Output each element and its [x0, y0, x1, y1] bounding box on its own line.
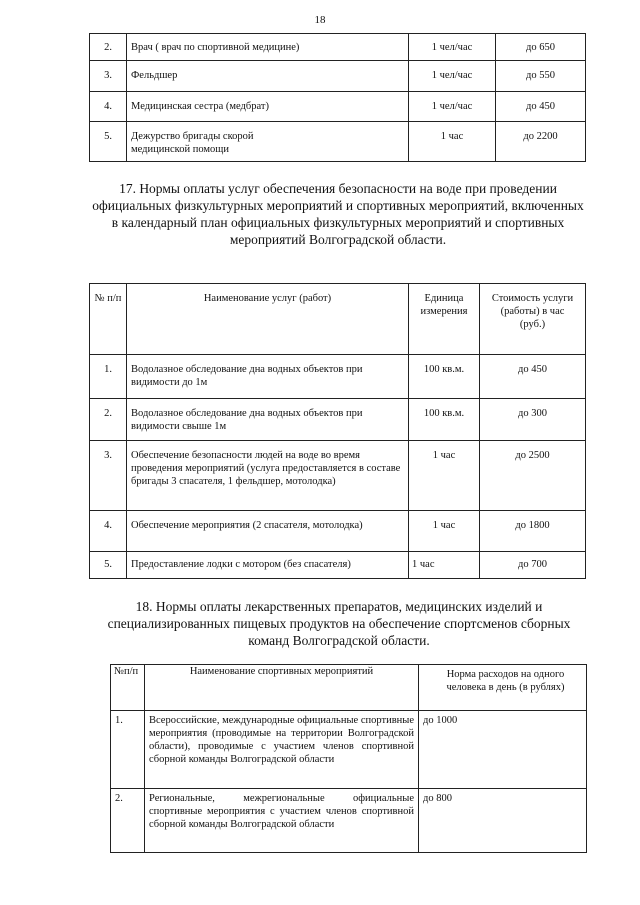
row-service-name: Обеспечение безопасности людей на воде во время проведения мероприятий (услуга предоставляется в составе бригады 3 спасателя, 1 фельдшер, мотолодка): [127, 441, 409, 511]
row-number: 1.: [111, 711, 145, 789]
row-number: 4.: [90, 92, 127, 122]
row-unit: 1 час: [409, 122, 496, 162]
row-price: до 300: [480, 399, 586, 441]
table-medical-supplies: [110, 664, 587, 853]
table-row: [111, 789, 587, 853]
row-number: 2.: [111, 789, 145, 853]
row-price: до 450: [496, 92, 586, 122]
header-number: №п/п: [111, 665, 145, 711]
table-row: [90, 552, 586, 579]
row-number: 3.: [90, 61, 127, 92]
row-event-name: Региональные, межрегиональные официальные спортивные мероприятия с участием членов спортивной сборной команды Волгоградской области: [145, 789, 419, 853]
table-row: [90, 61, 586, 92]
table-water-safety: [89, 283, 586, 579]
row-number: 3.: [90, 441, 127, 511]
table-row: [90, 34, 586, 61]
table-row: [90, 122, 586, 162]
row-service-name: Водолазное обследование дна водных объектов при видимости до 1м: [127, 355, 409, 399]
row-unit: 1 час: [409, 441, 480, 511]
row-unit: 100 кв.м.: [409, 355, 480, 399]
section-18-title: 18. Нормы оплаты лекарственных препаратов, медицинских изделий и специализированных пищевых продуктов на обеспечение спортсменов сборных команд Волгоградской области.: [107, 599, 571, 648]
header-service-name: Наименование услуг (работ): [127, 284, 409, 355]
table-row: [111, 711, 587, 789]
row-norm: до 1000: [419, 711, 587, 789]
table-row: [90, 441, 586, 511]
row-number: 5.: [90, 552, 127, 579]
table-header-row: [111, 665, 587, 711]
header-price: Стоимость услуги (работы) в час (руб.): [480, 284, 586, 355]
row-service-name: Врач ( врач по спортивной медицине): [127, 34, 409, 61]
row-number: 2.: [90, 399, 127, 441]
row-unit: 100 кв.м.: [409, 399, 480, 441]
row-service-name: Дежурство бригады скорой медицинской помощи: [127, 122, 409, 162]
table-row: [90, 355, 586, 399]
row-price: до 550: [496, 61, 586, 92]
table-row: [90, 511, 586, 552]
row-service-name: Предоставление лодки с мотором (без спасателя): [127, 552, 409, 579]
row-event-name: Всероссийские, международные официальные спортивные мероприятия (проводимые на территории Волгоградской области), проводимые с участием членов спортивной сборной команды Волгоградской области: [145, 711, 419, 789]
page-number: 18: [314, 14, 326, 26]
row-norm: до 800: [419, 789, 587, 853]
table-header-row: [90, 284, 586, 355]
row-number: 1.: [90, 355, 127, 399]
header-number: № п/п: [90, 284, 127, 355]
table-row: [90, 92, 586, 122]
row-service-name: Водолазное обследование дна водных объектов при видимости свыше 1м: [127, 399, 409, 441]
header-event-name: Наименование спортивных мероприятий: [145, 665, 419, 711]
row-number: 2.: [90, 34, 127, 61]
section-17-title: 17. Нормы оплаты услуг обеспечения безопасности на воде при проведении официальных физкультурных мероприятий и спортивных мероприятий, включенных в календарный план официальных физкультурных мероприятий и спортивных мероприятий Волгоградской области.: [92, 181, 584, 247]
row-unit: 1 час: [409, 552, 480, 579]
row-number: 5.: [90, 122, 127, 162]
row-price: до 450: [480, 355, 586, 399]
row-service-name: Медицинская сестра (медбрат): [127, 92, 409, 122]
row-unit: 1 чел/час: [409, 34, 496, 61]
header-norm: Норма расходов на одного человека в день (в рублях): [419, 665, 587, 711]
row-unit: 1 чел/час: [409, 92, 496, 122]
row-price: до 700: [480, 552, 586, 579]
row-price: до 1800: [480, 511, 586, 552]
row-unit: 1 чел/час: [409, 61, 496, 92]
table-row: [90, 399, 586, 441]
row-service-name: Обеспечение мероприятия (2 спасателя, мотолодка): [127, 511, 409, 552]
row-price: до 2200: [496, 122, 586, 162]
header-unit: Единица измерения: [409, 284, 480, 355]
row-price: до 2500: [480, 441, 586, 511]
row-service-name: Фельдшер: [127, 61, 409, 92]
row-price: до 650: [496, 34, 586, 61]
table-medical-staff: [89, 33, 586, 162]
row-number: 4.: [90, 511, 127, 552]
row-unit: 1 час: [409, 511, 480, 552]
